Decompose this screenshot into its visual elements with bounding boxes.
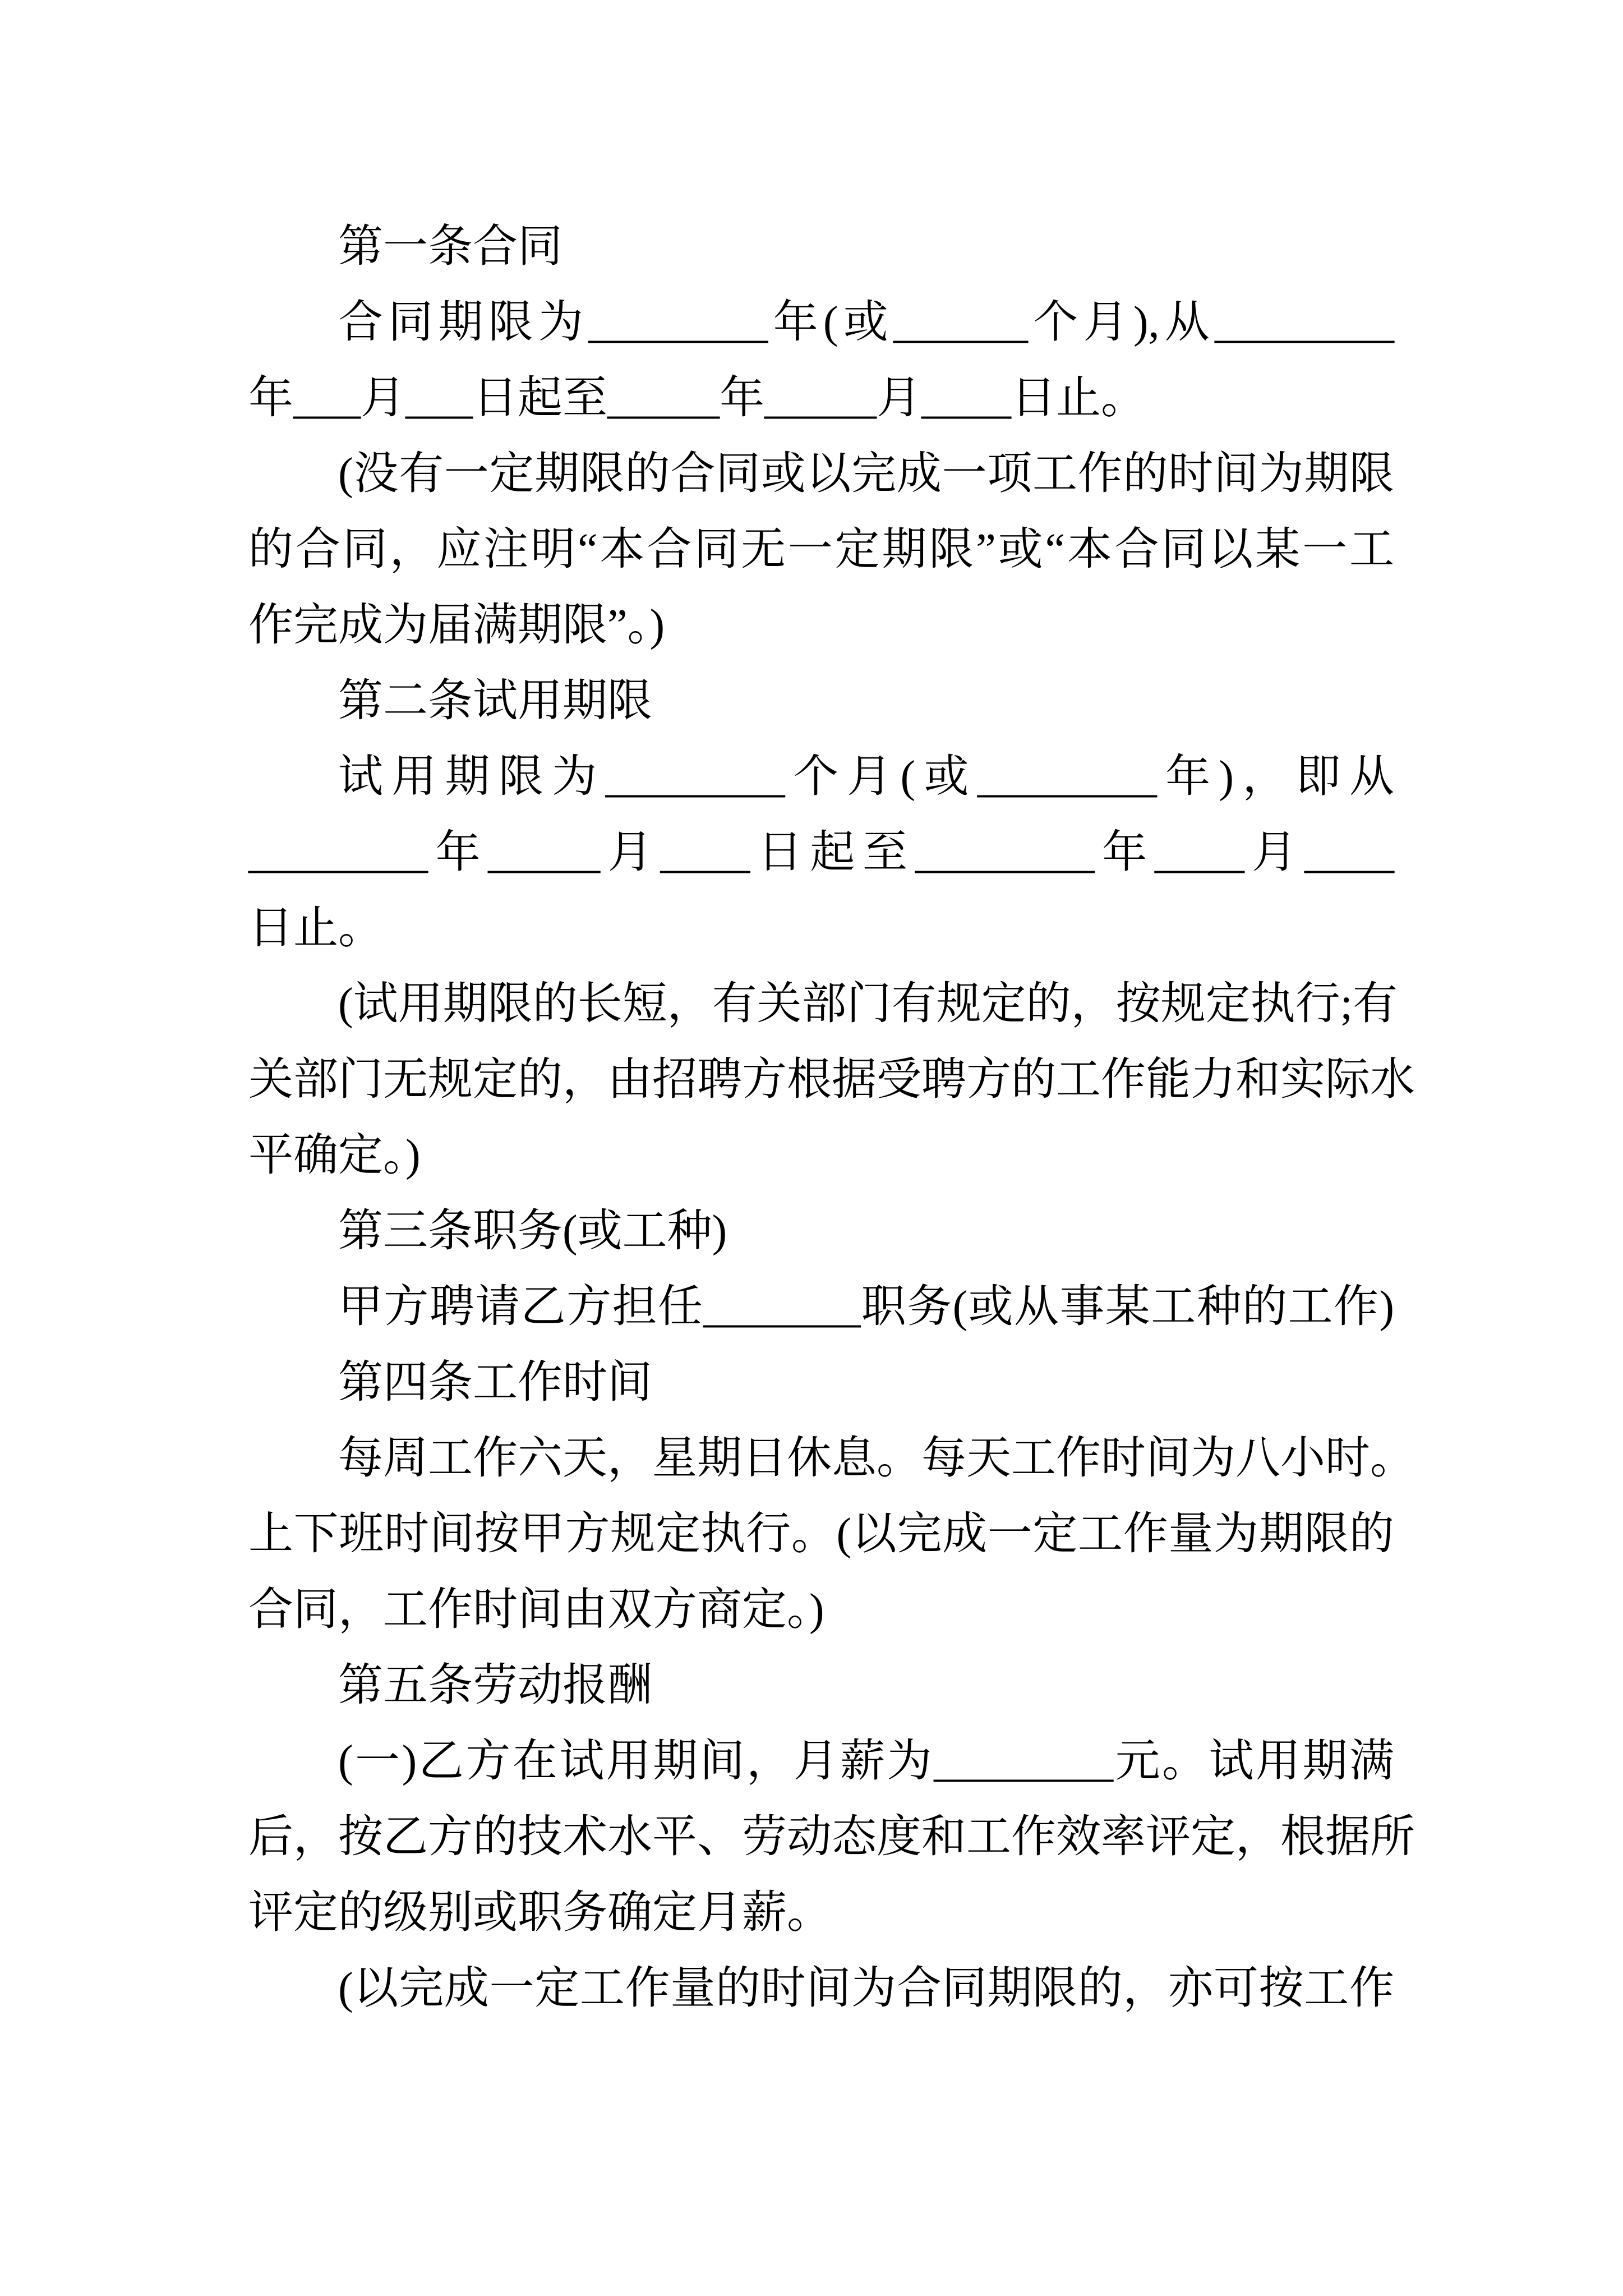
document-line: (没有一定期限的合同或以完成一项工作的时间为期限 bbox=[338, 449, 1394, 499]
document-line: 甲方聘请乙方担任_______职务(或从事某工种的工作) bbox=[338, 1282, 1394, 1332]
article-2-heading: 第二条试用期限 bbox=[338, 677, 652, 726]
document-line: (以完成一定工作量的时间为合同期限的，亦可按工作 bbox=[338, 1964, 1394, 2013]
document-line: 合同，工作时间由双方商定。) bbox=[248, 1585, 824, 1635]
document-line: ________年_____月____日起至________年____月____ bbox=[248, 828, 1394, 877]
document-line: 试用期限为________个月(或________年)，即从 bbox=[338, 752, 1394, 802]
article-4-heading: 第四条工作时间 bbox=[338, 1358, 652, 1407]
document-line: 评定的级别或职务确定月薪。 bbox=[248, 1888, 832, 1938]
document-line: 平确定。) bbox=[248, 1131, 421, 1180]
article-3-heading: 第三条职务(或工种) bbox=[338, 1207, 727, 1256]
document-line: 后，按乙方的技术水平、劳动态度和工作效率评定，根据所 bbox=[248, 1812, 1415, 1862]
article-5-heading: 第五条劳动报酬 bbox=[338, 1661, 652, 1710]
document-line: 的合同，应注明“本合同无一定期限”或“本合同以某一工 bbox=[248, 525, 1394, 574]
document-line: (试用期限的长短，有关部门有规定的，按规定执行;有 bbox=[338, 979, 1398, 1029]
document-line: 年___月___日起至_____年_____月____日止。 bbox=[248, 374, 1146, 423]
document-line: (一)乙方在试用期间，月薪为________元。试用期满 bbox=[338, 1737, 1394, 1786]
article-1-heading: 第一条合同 bbox=[338, 222, 562, 272]
document-line: 作完成为届满期限”。) bbox=[248, 601, 665, 650]
document-line: 合同期限为________年(或______个月),从________ bbox=[338, 298, 1394, 347]
document-line: 每周工作六天，星期日休息。每天工作时间为八小时。 bbox=[338, 1434, 1415, 1483]
document-line: 关部门无规定的，由招聘方根据受聘方的工作能力和实际水 bbox=[248, 1055, 1415, 1105]
document-line: 日止。 bbox=[248, 904, 383, 953]
document-line: 上下班时间按甲方规定执行。(以完成一定工作量为期限的 bbox=[248, 1510, 1394, 1559]
